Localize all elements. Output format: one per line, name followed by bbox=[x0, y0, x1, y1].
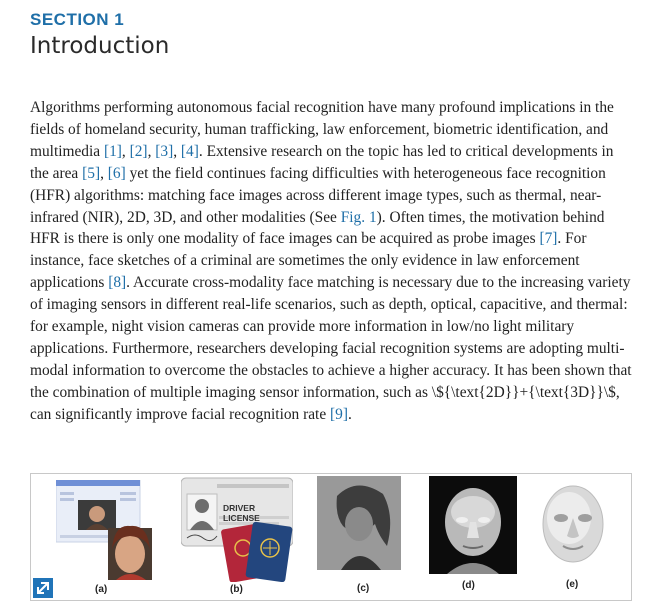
citation-link[interactable]: [1] bbox=[103, 142, 122, 160]
figure-panel-a bbox=[56, 480, 166, 580]
paragraph-text: yet the field continues facing difficulties with heterogeneous face recognition (HFR) algorithms: matching face images across different image types, such as thermal, near-infrared (NIR), 2D, 3D, and other modalities (See bbox=[30, 164, 606, 226]
citation-link[interactable]: [7] bbox=[539, 230, 558, 248]
section-label: SECTION 1 bbox=[30, 10, 125, 29]
citation-link[interactable]: [2] bbox=[129, 142, 148, 160]
driver-license-title: DRIVER LICENSE bbox=[223, 503, 260, 523]
figure-panel-b bbox=[181, 476, 293, 582]
paragraph-text: , bbox=[121, 142, 130, 160]
citation-link[interactable]: [5] bbox=[82, 164, 101, 182]
caption-d: (d) bbox=[462, 580, 475, 591]
citation-link[interactable]: [6] bbox=[107, 164, 126, 182]
paragraph-text: . Extensive research on the topic has led to critical developments in the area bbox=[30, 142, 614, 182]
paragraph-text: , bbox=[173, 142, 181, 160]
thermal-face-image bbox=[429, 476, 517, 574]
caption-a: (a) bbox=[95, 584, 108, 595]
caption-e: (e) bbox=[566, 579, 579, 590]
figure-panel-e bbox=[537, 484, 609, 564]
expand-arrow-icon bbox=[33, 578, 53, 598]
citation-link[interactable]: [3] bbox=[155, 142, 174, 160]
section-title: Introduction bbox=[30, 33, 170, 59]
caption-c: (c) bbox=[357, 583, 370, 594]
multimedia-image bbox=[56, 480, 166, 580]
3d-face-image bbox=[537, 484, 609, 564]
paragraph-text: , bbox=[100, 164, 108, 182]
figure-1 bbox=[30, 473, 632, 601]
nir-face-image bbox=[317, 476, 401, 570]
figure-panel-c bbox=[317, 476, 401, 570]
citation-link[interactable]: [9] bbox=[330, 405, 348, 423]
citation-link[interactable]: Fig. 1 bbox=[340, 208, 377, 226]
paragraph-text: , bbox=[147, 142, 156, 160]
paragraph-text: . For instance, face sketches of a criminal are sometimes the only evidence in law enforcement applications bbox=[30, 230, 587, 292]
driver-license-and-passports-image bbox=[181, 476, 293, 582]
figure-panel-d bbox=[429, 476, 517, 574]
paragraph-text: . bbox=[347, 405, 352, 423]
paragraph-text: Algorithms performing autonomous facial recognition have many profound implications in the fields of homeland security, human trafficking, law enforcement, biometric identification, and multimedia bbox=[30, 99, 614, 160]
intro-paragraph bbox=[30, 97, 632, 426]
caption-b: (b) bbox=[230, 584, 243, 595]
citation-link[interactable]: [4] bbox=[180, 142, 199, 160]
paragraph-text: . Accurate cross-modality face matching is necessary due to the increasing variety of imaging sensors in different real-life scenarios, such as depth, optical, capacitive, and thermal: for example, night vision cameras can provide more information in low/no light military applications. Furthermore, researchers developing facial recognition systems are adopting multi-modal information to overcome the obstacles to achieve a higher accuracy. It has been shown that the combination of multiple imaging sensor information, such as \${\text{2D}}+{\text{3D}}\$, can significantly improve facial recognition rate bbox=[30, 274, 632, 423]
citation-link[interactable]: [8] bbox=[108, 274, 127, 292]
paragraph-text: ). Often times, the motivation behind HFR is there is only one modality of face images can be acquired as probe images bbox=[30, 208, 605, 248]
expand-figure-button[interactable] bbox=[33, 578, 53, 598]
